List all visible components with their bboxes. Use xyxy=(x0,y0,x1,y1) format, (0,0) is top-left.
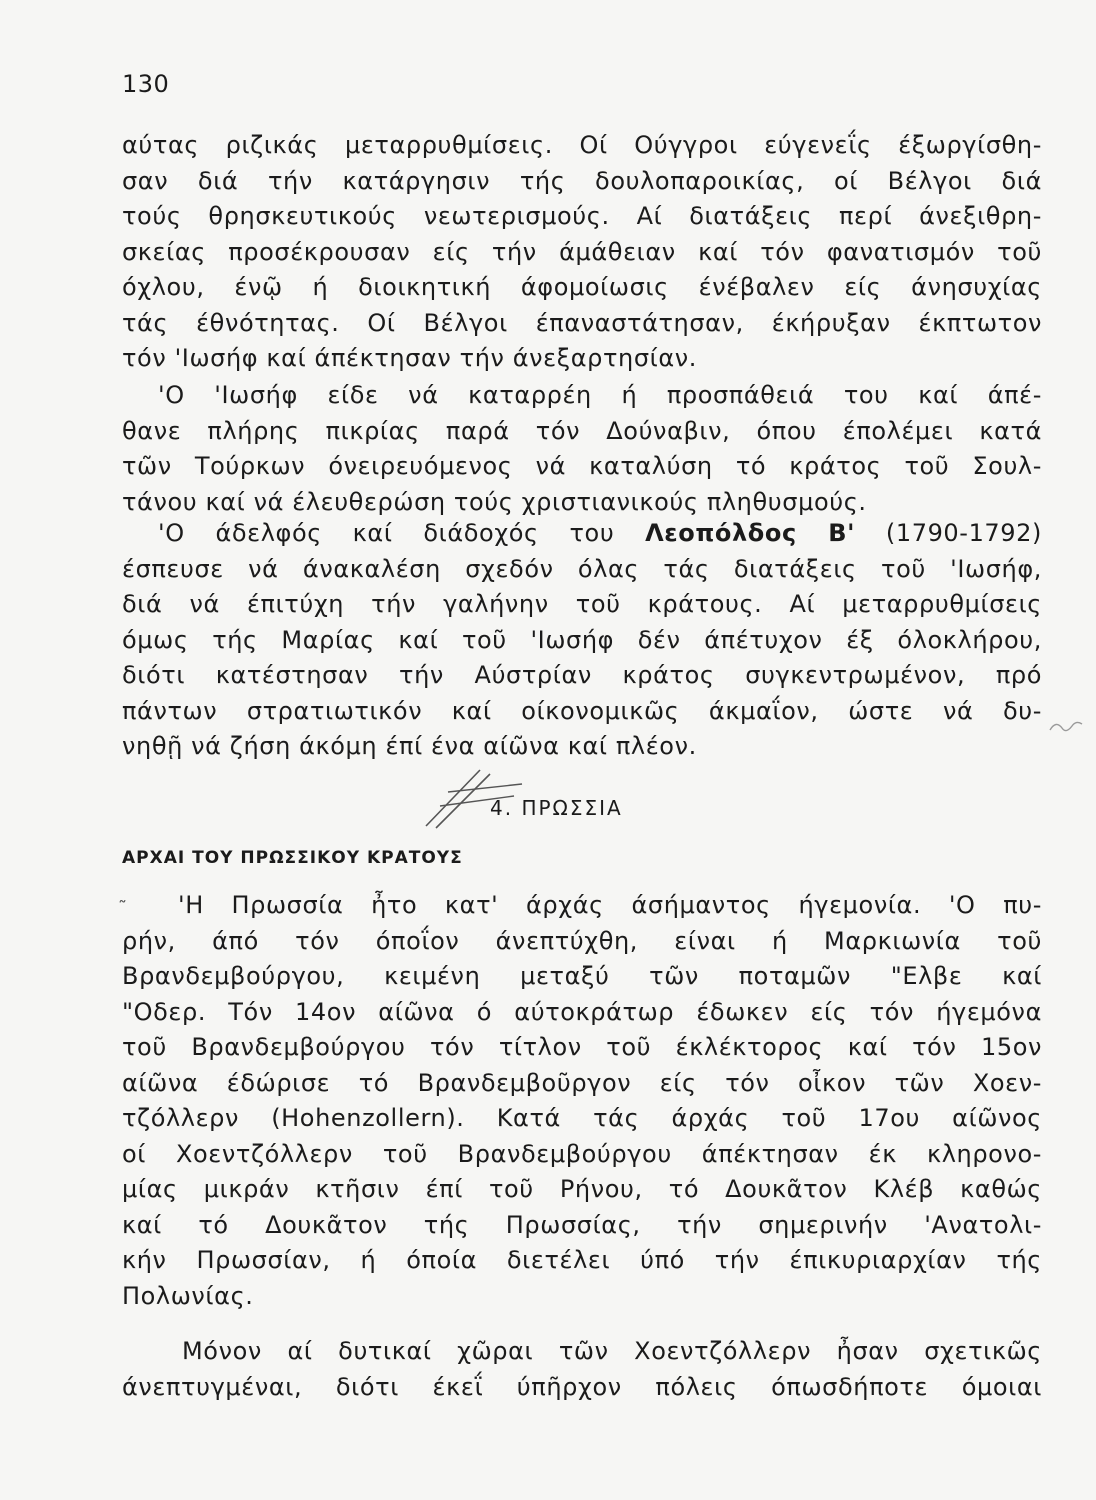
text-line: καί τό Δουκᾶτον τής Πρωσσίας, τήν σημερινήν 'Ανατολι- xyxy=(122,1210,1042,1239)
paragraph-1 xyxy=(122,128,1042,377)
dash-mark-icon: ˜ xyxy=(118,898,127,919)
text-line: πάντων στρατιωτικόν καί οίκονομικῶς άκμαΐον, ώστε νά δυ- xyxy=(122,696,1042,725)
text-line: τούς θρησκευτικούς νεωτερισμούς. Αί διατάξεις περί άνεξιθρη- xyxy=(122,202,1042,230)
text-fragment: (1790-1792) xyxy=(855,519,1043,547)
text-line: όχλου, ένῷ ή διοικητική άφομοίωσις ένέβαλεν είς άνησυχίας xyxy=(122,273,1042,301)
text-line: αίῶνα έδώρισε τό Βρανδεμβοῦργον είς τόν οἶκον τῶν Χοεν- xyxy=(122,1068,1042,1097)
text-line: τοῦ Βρανδεμβούργου τόν τίτλον τοῦ έκλέκτορος καί τόν 15ον xyxy=(122,1033,1042,1061)
text-line: αύτας ριζικάς μεταρρυθμίσεις. Οί Ούγγροι εύγενεΐς έξωργίσθη- xyxy=(122,131,1042,159)
text-line: νηθῇ νά ζήση άκόμη έπί ένα αίῶνα καί πλέον. xyxy=(122,732,697,760)
text-line: τζόλλερν (Hohenzollern). Κατά τάς άρχάς τοῦ 17ου αίῶνος xyxy=(122,1104,1042,1132)
text-line: σκείας προσέκρουσαν είς τήν άμάθειαν καί τόν φανατισμόν τοῦ xyxy=(122,237,1042,266)
emphasized-name: Λεοπόλδος Β' xyxy=(645,519,856,547)
text-line: τόν 'Ιωσήφ καί άπέκτησαν τήν άνεξαρτησίαν. xyxy=(122,344,698,372)
text-line: έσπευσε νά άνακαλέση σχεδόν όλας τάς διατάξεις τοῦ 'Ιωσήφ, xyxy=(122,554,1042,583)
text-line: Μόνον αί δυτικαί χῶραι τῶν Χοεντζόλλερν ἦσαν σχετικῶς xyxy=(182,1337,1042,1365)
text-line: διά νά έπιτύχη τήν γαλήνην τοῦ κράτους. Αί μεταρρυθμίσεις xyxy=(122,590,1042,618)
text-line: Βρανδεμβούργου, κειμένη μεταξύ τῶν ποταμῶν "Ελβε καί xyxy=(122,962,1042,990)
paragraph-4 xyxy=(122,888,1042,1314)
text-fragment: 'Ο άδελφός καί διάδοχός του xyxy=(158,519,646,547)
text-line: τάς έθνότητας. Οί Βέλγοι έπαναστάτησαν, έκήρυξαν έκπτωτον xyxy=(122,308,1042,337)
text-line: ρήν, άπό τόν όποΐον άνεπτύχθη, είναι ή Μαρκιωνία τοῦ xyxy=(122,926,1042,955)
text-line: τάνου καί νά έλευθερώση τούς χριστιανικούς πληθυσμούς. xyxy=(122,487,867,516)
text-line: μίας μικράν κτῆσιν έπί τοῦ Ρήνου, τό Δουκᾶτον Κλέβ καθώς xyxy=(122,1175,1042,1203)
pencil-mark-icon xyxy=(1046,712,1086,742)
paragraph-2 xyxy=(122,378,1042,520)
text-line: όμως τής Μαρίας καί τοῦ 'Ιωσήφ δέν άπέτυχον έξ όλοκλήρου, xyxy=(122,625,1042,654)
text-line: άνεπτυγμέναι, διότι έκεΐ ύπῆρχον πόλεις όπωσδήποτε όμοιαι xyxy=(122,1372,1042,1401)
paragraph-3 xyxy=(122,516,1042,765)
paragraph-5 xyxy=(122,1334,1042,1405)
text-line: 'Ο 'Ιωσήφ είδε νά καταρρέη ή προσπάθειά του καί άπέ- xyxy=(158,381,1042,409)
side-heading: ΑΡΧΑΙ ΤΟΥ ΠΡΩΣΣΙΚΟΥ ΚΡΑΤΟΥΣ xyxy=(122,848,463,868)
text-line: 'Η Πρωσσία ἦτο κατ' άρχάς άσήμαντος ήγεμονία. 'Ο πυ- xyxy=(178,891,1042,919)
text-line: κήν Πρωσσίαν, ή όποία διετέλει ύπό τήν έπικυριαρχίαν τής xyxy=(122,1246,1042,1274)
text-line xyxy=(122,516,1042,552)
page-number: 130 xyxy=(122,70,170,98)
text-line: τῶν Τούρκων όνειρευόμενος νά καταλύση τό κράτος τοῦ Σουλ- xyxy=(122,452,1042,480)
text-line: "Οδερ. Τόν 14ον αίῶνα ό αύτοκράτωρ έδωκεν είς τόν ήγεμόνα xyxy=(122,997,1042,1026)
text-line: οί Χοεντζόλλερν τοῦ Βρανδεμβούργου άπέκτησαν έκ κληρονο- xyxy=(122,1139,1042,1168)
text-line: θανε πλήρης πικρίας παρά τόν Δούναβιν, όπου έπολέμει κατά xyxy=(122,416,1042,445)
section-title: 4. ΠΡΩΣΣΙΑ xyxy=(490,796,623,820)
text-line: Πολωνίας. xyxy=(122,1281,254,1310)
text-line: σαν διά τήν κατάργησιν τής δουλοπαροικίας, οί Βέλγοι διά xyxy=(122,166,1042,195)
text-line: διότι κατέστησαν τήν Αύστρίαν κράτος συγκεντρωμένον, πρό xyxy=(122,661,1042,689)
